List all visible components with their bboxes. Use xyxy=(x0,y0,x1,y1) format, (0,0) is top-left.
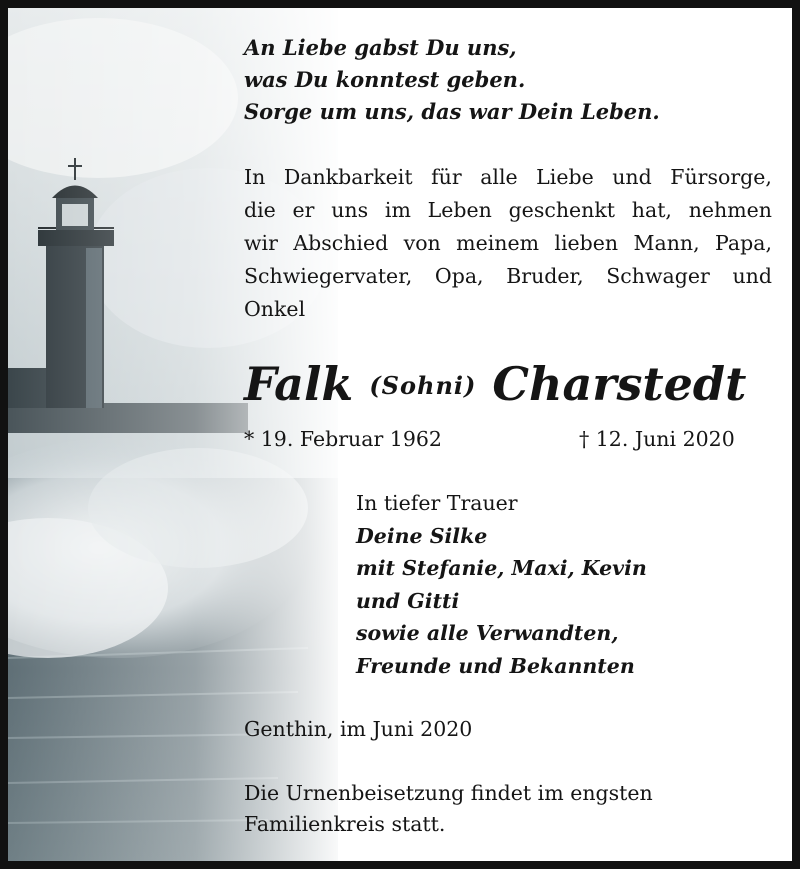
intro-word: die xyxy=(244,198,276,222)
intro-word: meinem xyxy=(456,231,540,255)
intro-word: Abschied xyxy=(293,231,389,255)
intro-word: Opa, xyxy=(434,264,484,288)
note-line: Die Urnenbeisetzung findet im engsten xyxy=(244,781,653,805)
intro-word: von xyxy=(403,231,441,255)
intro-line xyxy=(244,260,772,293)
intro-word: lieben xyxy=(554,231,619,255)
verse-line: An Liebe gabst Du uns, xyxy=(244,35,517,60)
place-date: Genthin, im Juni 2020 xyxy=(244,717,473,741)
intro-word: alle xyxy=(480,165,518,189)
death-date: † 12. Juni 2020 xyxy=(579,427,735,451)
last-name: Charstedt xyxy=(492,357,747,411)
intro-word: uns xyxy=(331,198,369,222)
intro-word: geschenkt xyxy=(508,198,616,222)
intro-word: Liebe xyxy=(536,165,594,189)
intro-word: Bruder, xyxy=(506,264,584,288)
intro-word: Mann, xyxy=(633,231,700,255)
intro-line xyxy=(244,161,772,194)
mourner-line: Deine Silke xyxy=(356,523,488,548)
mourner-line: sowie alle Verwandten, xyxy=(356,621,619,645)
intro-word: für xyxy=(431,165,462,189)
intro-word: im xyxy=(384,198,411,222)
nickname: (Sohni) xyxy=(369,371,477,400)
mourner-line: Freunde und Bekannten xyxy=(356,653,635,678)
intro-word: wir xyxy=(244,231,278,255)
intro-line xyxy=(244,194,772,227)
mourners-block xyxy=(356,487,647,682)
intro-word: Schwager xyxy=(606,264,710,288)
intro-paragraph xyxy=(244,161,772,326)
intro-word: Fürsorge, xyxy=(670,165,772,189)
intro-word: Dankbarkeit xyxy=(283,165,413,189)
verse-line: Sorge um uns, das war Dein Leben. xyxy=(244,99,660,124)
intro-line: Onkel xyxy=(244,297,306,321)
first-name: Falk xyxy=(244,357,354,411)
note-line: Familienkreis statt. xyxy=(244,812,446,836)
intro-word: nehmen xyxy=(688,198,772,222)
intro-word: er xyxy=(292,198,315,222)
intro-word: und xyxy=(612,165,652,189)
birth-date: * 19. Februar 1962 xyxy=(244,427,442,451)
mourner-line: und Gitti xyxy=(356,588,460,613)
intro-word: Schwiegervater, xyxy=(244,264,413,288)
mourner-line: mit Stefanie, Maxi, Kevin xyxy=(356,556,647,580)
intro-word: und xyxy=(732,264,772,288)
memorial-verse xyxy=(244,32,660,128)
intro-line xyxy=(244,227,772,260)
deceased-name xyxy=(244,352,746,418)
intro-word: Leben xyxy=(427,198,492,222)
intro-word: hat, xyxy=(631,198,672,222)
mourners-heading: In tiefer Trauer xyxy=(356,491,518,515)
intro-word: Papa, xyxy=(715,231,772,255)
intro-word: In xyxy=(244,165,266,189)
burial-note xyxy=(244,778,653,840)
verse-line: was Du konntest geben. xyxy=(244,67,526,92)
